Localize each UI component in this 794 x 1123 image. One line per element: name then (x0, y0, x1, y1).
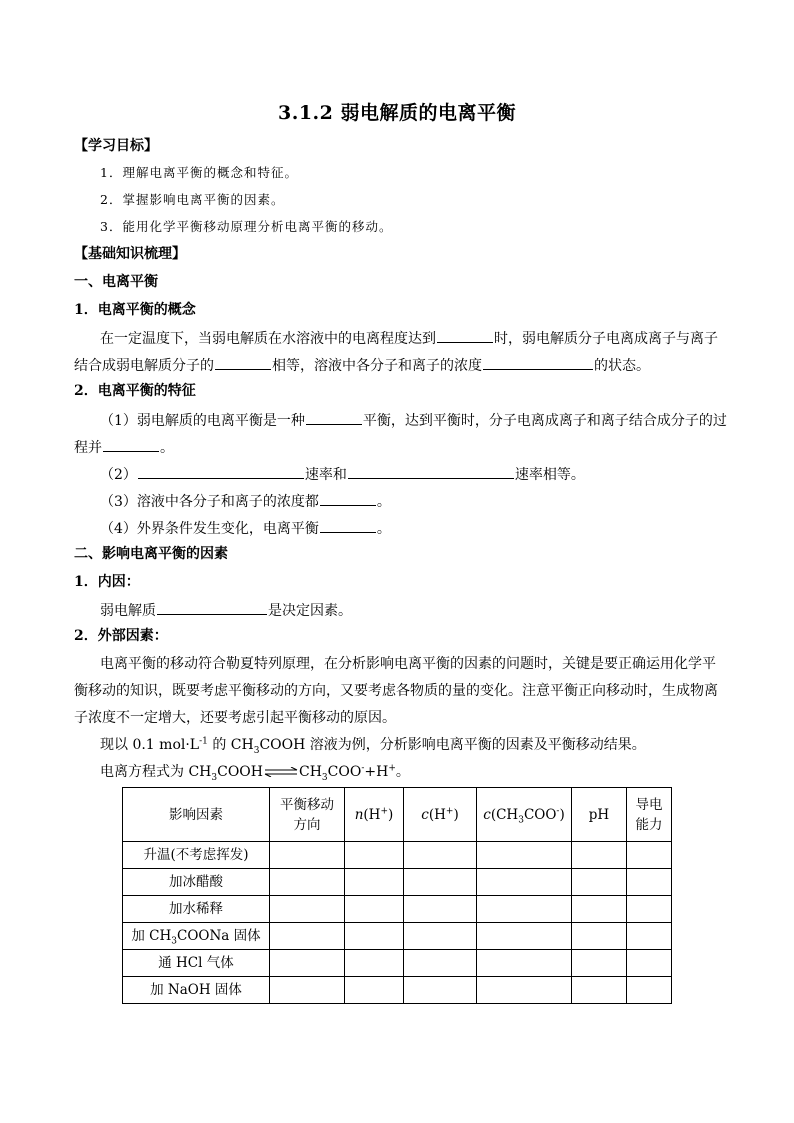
text-segment: 能力 (635, 816, 663, 833)
text-segment: 程并 (74, 440, 102, 456)
text-segment: 在一定温度下，当弱电解质在水溶液中的电离程度达到 (100, 331, 436, 347)
text-segment: COOH 溶液为例，分析影响电离平衡的因素及平衡移动结果。 (259, 737, 646, 753)
goal-item-2: 2．掌握影响电离平衡的因素。 (100, 192, 285, 207)
text-segment: (H (363, 806, 381, 823)
empty-cell (477, 869, 572, 896)
blank-line (320, 517, 376, 533)
text-segment: (H (428, 806, 446, 823)
empty-cell (270, 869, 345, 896)
basics-heading: 【基础知识梳理】 (74, 246, 186, 262)
table-row (123, 950, 672, 977)
empty-cell (345, 842, 404, 869)
text-segment: （2） (100, 467, 137, 483)
feature-4-line (100, 517, 391, 539)
row-label: 加 NaOH 固体 (123, 977, 270, 1004)
row-label: 加冰醋酸 (123, 869, 270, 896)
text-segment: 是决定因素。 (268, 603, 352, 619)
section-1-sub-2: 2．电离平衡的特征 (74, 383, 196, 399)
subscript: 3 (253, 745, 260, 756)
subscript: 3 (211, 772, 218, 783)
section-2-heading: 二、影响电离平衡的因素 (74, 546, 228, 562)
blank-line (215, 354, 271, 370)
empty-cell (270, 923, 345, 950)
empty-cell (572, 869, 627, 896)
header-conductivity (627, 788, 672, 842)
example-line (100, 735, 646, 755)
blank-line (320, 490, 376, 506)
text-segment: 速率相等。 (514, 467, 585, 483)
equilibrium-arrow-icon (264, 767, 298, 777)
subscript: 3 (171, 936, 177, 947)
empty-cell (572, 842, 627, 869)
external-paragraph-line-2: 衡移动的知识，既要考虑平衡移动的方向，又要考虑各物质的量的变化。注意平衡正向移动时，生成物离 (74, 683, 718, 699)
external-paragraph-line-1: 电离平衡的移动符合勒夏特列原理，在分析影响电离平衡的因素的问题时，关键是要正确运用化学平 (100, 656, 716, 672)
goal-item-1: 1．理解电离平衡的概念和特征。 (100, 165, 298, 180)
text-segment: 平衡移动 (280, 796, 334, 813)
blank-line (138, 463, 304, 479)
empty-cell (345, 896, 404, 923)
header-c-acetate (477, 788, 572, 842)
text-segment: 。 (160, 440, 174, 456)
text-segment: CH (299, 764, 322, 780)
row-label: 加水稀释 (123, 896, 270, 923)
text-segment: c (421, 806, 429, 823)
equation-line (100, 762, 410, 782)
empty-cell (404, 923, 477, 950)
paragraph-line (74, 354, 650, 376)
empty-cell (270, 842, 345, 869)
empty-cell (477, 977, 572, 1004)
table-row (123, 896, 672, 923)
empty-cell (627, 869, 672, 896)
empty-cell (572, 950, 627, 977)
header-factor: 影响因素 (123, 788, 270, 842)
text-segment: (CH (490, 806, 519, 823)
empty-cell (270, 950, 345, 977)
empty-cell (477, 950, 572, 977)
text-segment: 现以 0.1 mol·L (100, 737, 200, 753)
header-c-h (404, 788, 477, 842)
text-segment: 速率和 (304, 467, 347, 483)
text-segment: COOH (217, 764, 263, 780)
page-title: 3.1.2 弱电解质的电离平衡 (277, 102, 516, 124)
superscript: + (388, 763, 396, 774)
text-segment: n (354, 806, 364, 823)
paragraph-line (100, 327, 718, 349)
table-row (123, 869, 672, 896)
text-segment: c (483, 806, 491, 823)
blank-line (306, 409, 362, 425)
empty-cell (627, 923, 672, 950)
factor-table (122, 787, 672, 1004)
empty-cell (477, 923, 572, 950)
text-segment: （1）弱电解质的电离平衡是一种 (100, 413, 305, 429)
empty-cell (270, 896, 345, 923)
text-segment: 导电 (635, 796, 663, 813)
subscript: 3 (518, 815, 524, 826)
empty-cell (404, 896, 477, 923)
superscript: - (556, 806, 560, 816)
feature-3-line (100, 490, 391, 512)
header-ph: pH (572, 788, 627, 842)
blank-line (103, 436, 159, 452)
text-segment: ) (453, 806, 459, 823)
empty-cell (477, 842, 572, 869)
goal-item-3: 3．能用化学平衡移动原理分析电离平衡的移动。 (100, 219, 393, 234)
blank-line (437, 327, 493, 343)
text-segment: 平衡，达到平衡时，分子电离成离子和离子结合成分子的过 (362, 413, 727, 429)
table-row (123, 842, 672, 869)
section-2-sub-2: 2．外部因素： (74, 628, 168, 644)
feature-1-line (100, 409, 727, 431)
empty-cell (270, 977, 345, 1004)
text-segment: 方向 (293, 816, 321, 833)
inner-factor-line (100, 599, 352, 621)
superscript: + (445, 806, 454, 816)
text-segment: 加 CH (131, 928, 172, 944)
text-segment: 相等，溶液中各分子和离子的浓度 (272, 358, 482, 374)
header-direction (270, 788, 345, 842)
text-segment: （4）外界条件发生变化，电离平衡 (100, 521, 319, 537)
empty-cell (345, 977, 404, 1004)
section-1-heading: 一、电离平衡 (74, 274, 158, 290)
empty-cell (477, 896, 572, 923)
external-paragraph-line-3: 子浓度不一定增大，还要考虑引起平衡移动的原因。 (74, 710, 396, 726)
empty-cell (572, 896, 627, 923)
text-segment: 电离方程式为 CH (100, 764, 212, 780)
empty-cell (572, 923, 627, 950)
section-2-sub-1: 1．内因： (74, 574, 140, 590)
table-header-row (123, 788, 672, 842)
text-segment: ) (388, 806, 394, 823)
blank-line (157, 599, 267, 615)
superscript: + (380, 806, 388, 816)
row-label (123, 923, 270, 950)
blank-line (348, 463, 514, 479)
empty-cell (627, 842, 672, 869)
text-segment: 弱电解质 (100, 603, 156, 619)
row-label: 升温(不考虑挥发) (123, 842, 270, 869)
empty-cell (404, 977, 477, 1004)
text-segment: COO (327, 764, 362, 780)
text-segment: 时，弱电解质分子电离成离子与离子 (494, 331, 718, 347)
blank-line (483, 354, 593, 370)
subscript: 3 (321, 772, 328, 783)
feature-1-line-2 (74, 436, 174, 458)
empty-cell (627, 896, 672, 923)
text-segment: ) (559, 806, 565, 823)
empty-cell (345, 950, 404, 977)
empty-cell (404, 869, 477, 896)
section-1-sub-1: 1．电离平衡的概念 (74, 302, 196, 318)
superscript: - (361, 763, 365, 774)
empty-cell (404, 950, 477, 977)
empty-cell (345, 923, 404, 950)
text-segment: 。 (376, 494, 391, 510)
empty-cell (627, 977, 672, 1004)
goals-heading: 【学习目标】 (74, 138, 158, 154)
header-n-h (345, 788, 404, 842)
empty-cell (404, 842, 477, 869)
text-segment: 。 (376, 521, 391, 537)
text-segment: +H (364, 764, 389, 780)
feature-2-line (100, 463, 585, 485)
text-segment: COONa 固体 (177, 928, 261, 944)
empty-cell (627, 950, 672, 977)
text-segment: 结合成弱电解质分子的 (74, 358, 214, 374)
text-segment: 的状态。 (594, 358, 650, 374)
superscript: -1 (199, 736, 208, 747)
text-segment: 的 CH (207, 737, 254, 753)
empty-cell (345, 869, 404, 896)
text-segment: 。 (395, 764, 410, 780)
table-row (123, 977, 672, 1004)
row-label: 通 HCl 气体 (123, 950, 270, 977)
text-segment: （3）溶液中各分子和离子的浓度都 (100, 494, 319, 510)
table-row (123, 923, 672, 950)
text-segment: COO (523, 806, 557, 823)
empty-cell (572, 977, 627, 1004)
